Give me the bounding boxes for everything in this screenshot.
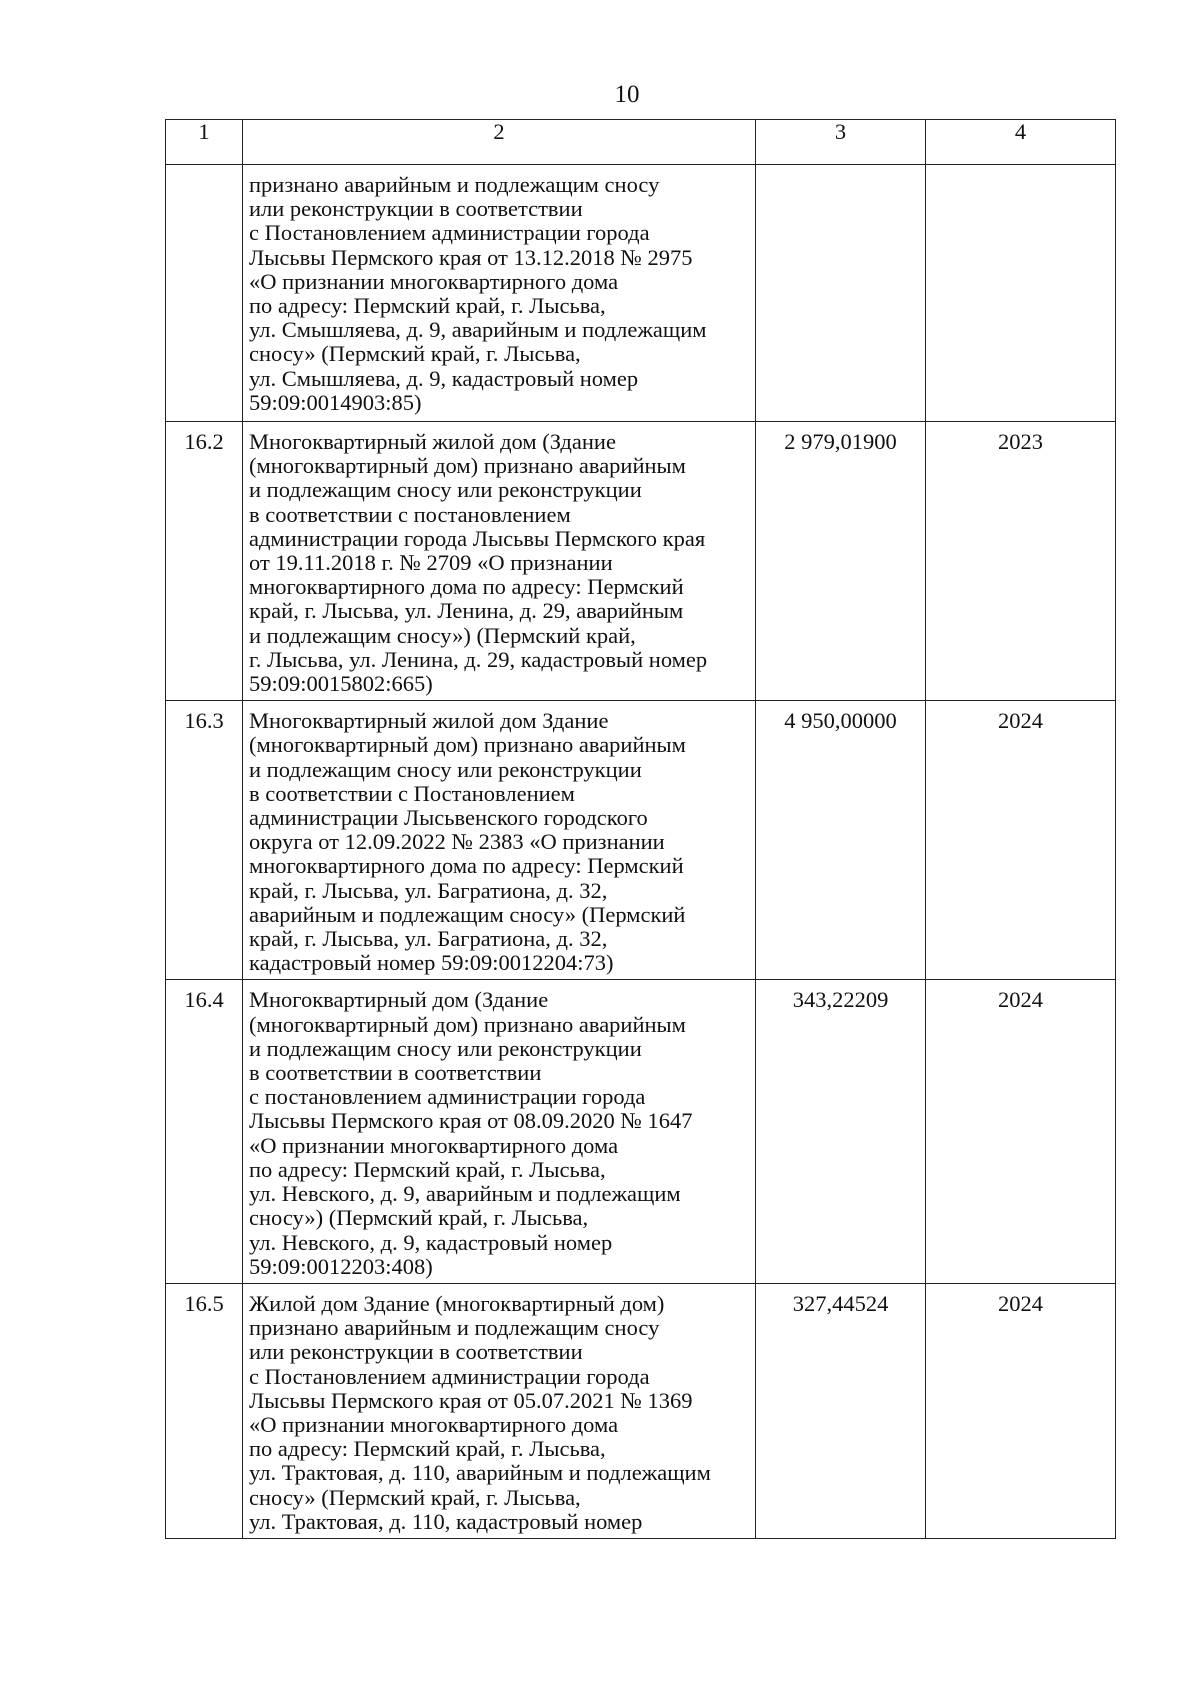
description-line: по адресу: Пермский край, г. Лысьва, xyxy=(249,1156,606,1182)
description-line: Многоквартирный дом (Здание xyxy=(249,987,549,1013)
row-amount: 4 950,00000 xyxy=(756,701,926,980)
description-line: в соответствии с постановлением xyxy=(249,501,571,527)
row-number xyxy=(166,165,243,422)
description-line: Лысьвы Пермского края от 05.07.2021 № 1369 xyxy=(249,1387,693,1413)
row-year: 2023 xyxy=(926,422,1116,701)
description-line: по адресу: Пермский край, г. Лысьва, xyxy=(249,293,606,319)
description-line: сносу» (Пермский край, г. Лысьва, xyxy=(249,341,581,367)
column-header: 1 xyxy=(166,120,243,165)
row-year xyxy=(926,165,1116,422)
header-row xyxy=(166,120,1116,165)
row-amount: 343,22209 xyxy=(756,980,926,1283)
description-line: кадастровый номер 59:09:0012204:73) xyxy=(249,950,614,976)
description-line: по адресу: Пермский край, г. Лысьва, xyxy=(249,1436,606,1462)
description-line: с постановлением администрации города xyxy=(249,1084,646,1110)
row-description xyxy=(243,1283,756,1538)
row-amount: 327,44524 xyxy=(756,1283,926,1538)
description-line: 59:09:0015802:665) xyxy=(249,671,433,697)
description-line: ул. Невского, д. 9, кадастровый номер xyxy=(249,1229,613,1255)
table-row xyxy=(166,980,1116,1283)
row-number: 16.5 xyxy=(166,1283,243,1538)
description-line: край, г. Лысьва, ул. Ленина, д. 29, аварийным xyxy=(249,598,684,624)
description-line: ул. Смышляева, д. 9, кадастровый номер xyxy=(249,365,639,391)
description-line: ул. Трактовая, д. 110, аварийным и подлежащим xyxy=(249,1460,711,1486)
column-header: 4 xyxy=(926,120,1116,165)
description-line: край, г. Лысьва, ул. Багратиона, д. 32, xyxy=(249,877,608,903)
table-row xyxy=(166,422,1116,701)
row-year: 2024 xyxy=(926,980,1116,1283)
description-line: признано аварийным и подлежащим сносу xyxy=(249,1315,660,1341)
description-line: Многоквартирный жилой дом (Здание xyxy=(249,429,616,454)
row-year: 2024 xyxy=(926,1283,1116,1538)
description-line: администрации города Лысьвы Пермского края xyxy=(249,525,706,551)
description-line: аварийным и подлежащим сносу» (Пермский xyxy=(249,901,686,927)
table-body xyxy=(166,165,1116,1539)
row-number: 16.3 xyxy=(166,701,243,980)
table-row xyxy=(166,165,1116,422)
description-line: сносу» (Пермский край, г. Лысьва, xyxy=(249,1484,581,1510)
column-header: 2 xyxy=(243,120,756,165)
description-line: с Постановлением администрации города xyxy=(249,1363,650,1389)
row-year: 2024 xyxy=(926,701,1116,980)
row-amount xyxy=(756,165,926,422)
table-row xyxy=(166,1283,1116,1538)
description-line: край, г. Лысьва, ул. Багратиона, д. 32, xyxy=(249,926,608,952)
table-header xyxy=(166,120,1116,165)
row-number: 16.2 xyxy=(166,422,243,701)
row-amount: 2 979,01900 xyxy=(756,422,926,701)
description-line: многоквартирного дома по адресу: Пермский xyxy=(249,574,684,600)
description-line: округа от 12.09.2022 № 2383 «О признании xyxy=(249,829,665,855)
description-line: или реконструкции в соответствии xyxy=(249,196,583,222)
row-description xyxy=(243,701,756,980)
description-line: ул. Смышляева, д. 9, аварийным и подлежащим xyxy=(249,317,707,343)
description-line: признано аварийным и подлежащим сносу xyxy=(249,172,660,197)
table-row xyxy=(166,701,1116,980)
description-line: многоквартирного дома по адресу: Пермский xyxy=(249,853,684,879)
row-number: 16.4 xyxy=(166,980,243,1283)
description-line: (многоквартирный дом) признано аварийным xyxy=(249,453,686,479)
description-line: Жилой дом Здание (многоквартирный дом) xyxy=(249,1290,665,1316)
description-line: «О признании многоквартирного дома xyxy=(249,1132,619,1158)
description-line: «О признании многоквартирного дома xyxy=(249,1411,619,1437)
description-line: (многоквартирный дом) признано аварийным xyxy=(249,1011,686,1037)
description-line: и подлежащим сносу или реконструкции xyxy=(249,1035,642,1061)
description-line: с Постановлением администрации города xyxy=(249,220,650,246)
description-line: (многоквартирный дом) признано аварийным xyxy=(249,732,686,758)
description-line: и подлежащим сносу») (Пермский край, xyxy=(249,622,636,648)
description-line: сносу») (Пермский край, г. Лысьва, xyxy=(249,1205,589,1231)
description-line: и подлежащим сносу или реконструкции xyxy=(249,477,642,503)
row-description xyxy=(243,980,756,1283)
description-line: г. Лысьва, ул. Ленина, д. 29, кадастровый номер xyxy=(249,646,708,672)
description-line: администрации Лысьвенского городского xyxy=(249,805,648,831)
description-line: «О признании многоквартирного дома xyxy=(249,268,619,294)
description-line: 59:09:0014903:85) xyxy=(249,389,422,415)
description-line: и подлежащим сносу или реконструкции xyxy=(249,756,642,782)
description-line: ул. Трактовая, д. 110, кадастровый номер xyxy=(249,1508,643,1534)
data-table xyxy=(165,119,1116,1539)
description-line: Многоквартирный жилой дом Здание xyxy=(249,708,609,734)
column-header: 3 xyxy=(756,120,926,165)
description-line: 59:09:0012203:408) xyxy=(249,1253,433,1279)
description-line: Лысьвы Пермского края от 08.09.2020 № 1647 xyxy=(249,1108,693,1134)
description-line: в соответствии в соответствии xyxy=(249,1060,542,1086)
description-line: ул. Невского, д. 9, аварийным и подлежащим xyxy=(249,1181,681,1207)
description-line: или реконструкции в соответствии xyxy=(249,1339,583,1365)
row-description xyxy=(243,422,756,701)
description-line: в соответствии с Постановлением xyxy=(249,780,575,806)
description-line: Лысьвы Пермского края от 13.12.2018 № 2975 xyxy=(249,244,693,270)
description-line: от 19.11.2018 г. № 2709 «О признании xyxy=(249,550,613,576)
row-description xyxy=(243,165,756,422)
page-number: 10 xyxy=(614,81,640,108)
